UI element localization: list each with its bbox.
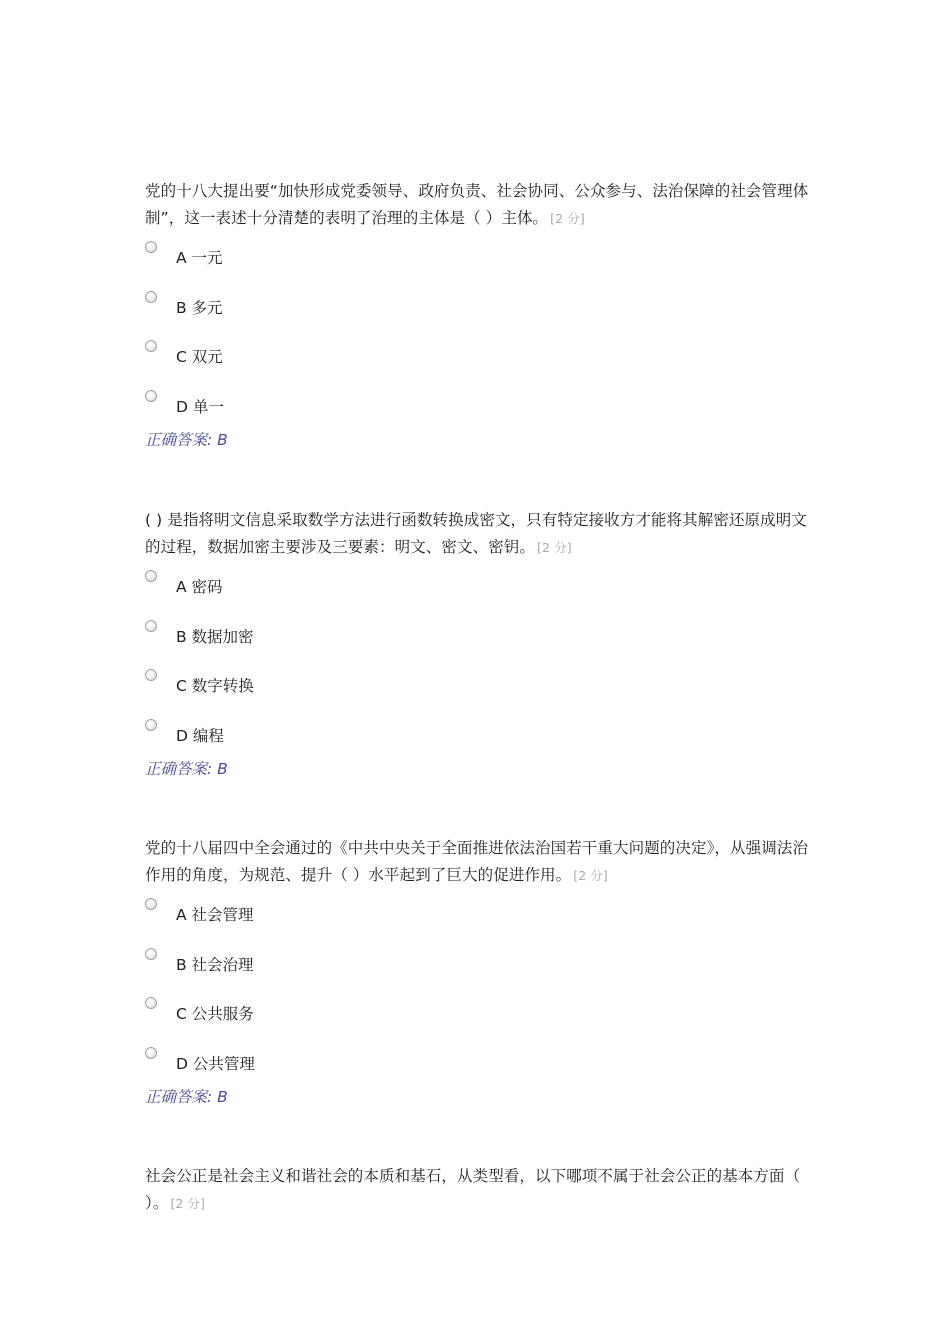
option-label: D 公共管理 <box>176 1055 255 1074</box>
radio-button[interactable] <box>145 340 157 352</box>
option-label: A 密码 <box>176 578 223 596</box>
radio-button[interactable] <box>145 997 157 1009</box>
radio-button[interactable] <box>145 1047 157 1059</box>
option-label: B 数据加密 <box>176 627 254 646</box>
question-stem <box>145 835 810 889</box>
radio-button[interactable] <box>145 390 157 402</box>
option-list <box>145 567 810 766</box>
option-a[interactable] <box>145 567 810 617</box>
question-score: [2 分] <box>170 1196 206 1211</box>
question-stem <box>145 1163 810 1217</box>
question-text: 社会公正是社会主义和谐社会的本质和基石，从类型看，以下哪项不属于社会公正的基本方面（ ）。 <box>145 1167 801 1212</box>
option-label: C 公共服务 <box>176 1005 254 1024</box>
option-b[interactable] <box>145 617 810 667</box>
question-2 <box>145 507 810 779</box>
option-c[interactable] <box>145 994 810 1044</box>
option-label: C 数字转换 <box>176 677 254 696</box>
option-label: B 社会治理 <box>176 955 254 974</box>
question-score: [2 分] <box>550 211 585 226</box>
radio-button[interactable] <box>145 570 157 582</box>
question-score: [2 分] <box>537 540 572 555</box>
option-a[interactable] <box>145 895 810 945</box>
question-score: [2 分] <box>573 868 608 883</box>
radio-button[interactable] <box>145 948 157 960</box>
radio-button[interactable] <box>145 241 157 253</box>
option-label: B 多元 <box>176 298 223 317</box>
option-label: D 编程 <box>176 727 224 746</box>
option-label: D 单一 <box>176 398 224 417</box>
option-c[interactable] <box>145 337 810 387</box>
correct-answer: 正确答案: B <box>145 430 228 449</box>
option-a[interactable] <box>145 238 810 288</box>
radio-button[interactable] <box>145 291 157 303</box>
option-b[interactable] <box>145 945 810 995</box>
question-text: 党的十八大提出要“加快形成党委领导、政府负责、社会协同、公众参与、法治保障的社会管理体制”，这一表述十分清楚的表明了治理的主体是（ ）主体。 <box>145 182 809 227</box>
option-list <box>145 895 810 1094</box>
question-4 <box>145 1163 810 1217</box>
radio-button[interactable] <box>145 898 157 910</box>
radio-button[interactable] <box>145 669 157 681</box>
question-text: ( ) 是指将明文信息采取数学方法进行函数转换成密文，只有特定接收方才能将其解密还原成明文的过程，数据加密主要涉及三要素：明文、密文、密钥。 <box>145 511 807 556</box>
radio-button[interactable] <box>145 620 157 632</box>
option-label: A 社会管理 <box>176 906 254 924</box>
radio-button[interactable] <box>145 719 157 731</box>
correct-answer: 正确答案: B <box>145 759 228 778</box>
question-stem <box>145 178 810 232</box>
option-label: A 一元 <box>176 249 223 267</box>
question-1 <box>145 178 810 450</box>
correct-answer: 正确答案: B <box>145 1087 228 1106</box>
question-stem <box>145 507 810 561</box>
option-list <box>145 238 810 437</box>
option-b[interactable] <box>145 288 810 338</box>
question-text: 党的十八届四中全会通过的《中共中央关于全面推进依法治国若干重大问题的决定》，从强调法治作用的角度，为规范、提升（ ）水平起到了巨大的促进作用。 <box>145 839 809 884</box>
option-label: C 双元 <box>176 348 223 367</box>
question-3 <box>145 835 810 1107</box>
option-c[interactable] <box>145 666 810 716</box>
